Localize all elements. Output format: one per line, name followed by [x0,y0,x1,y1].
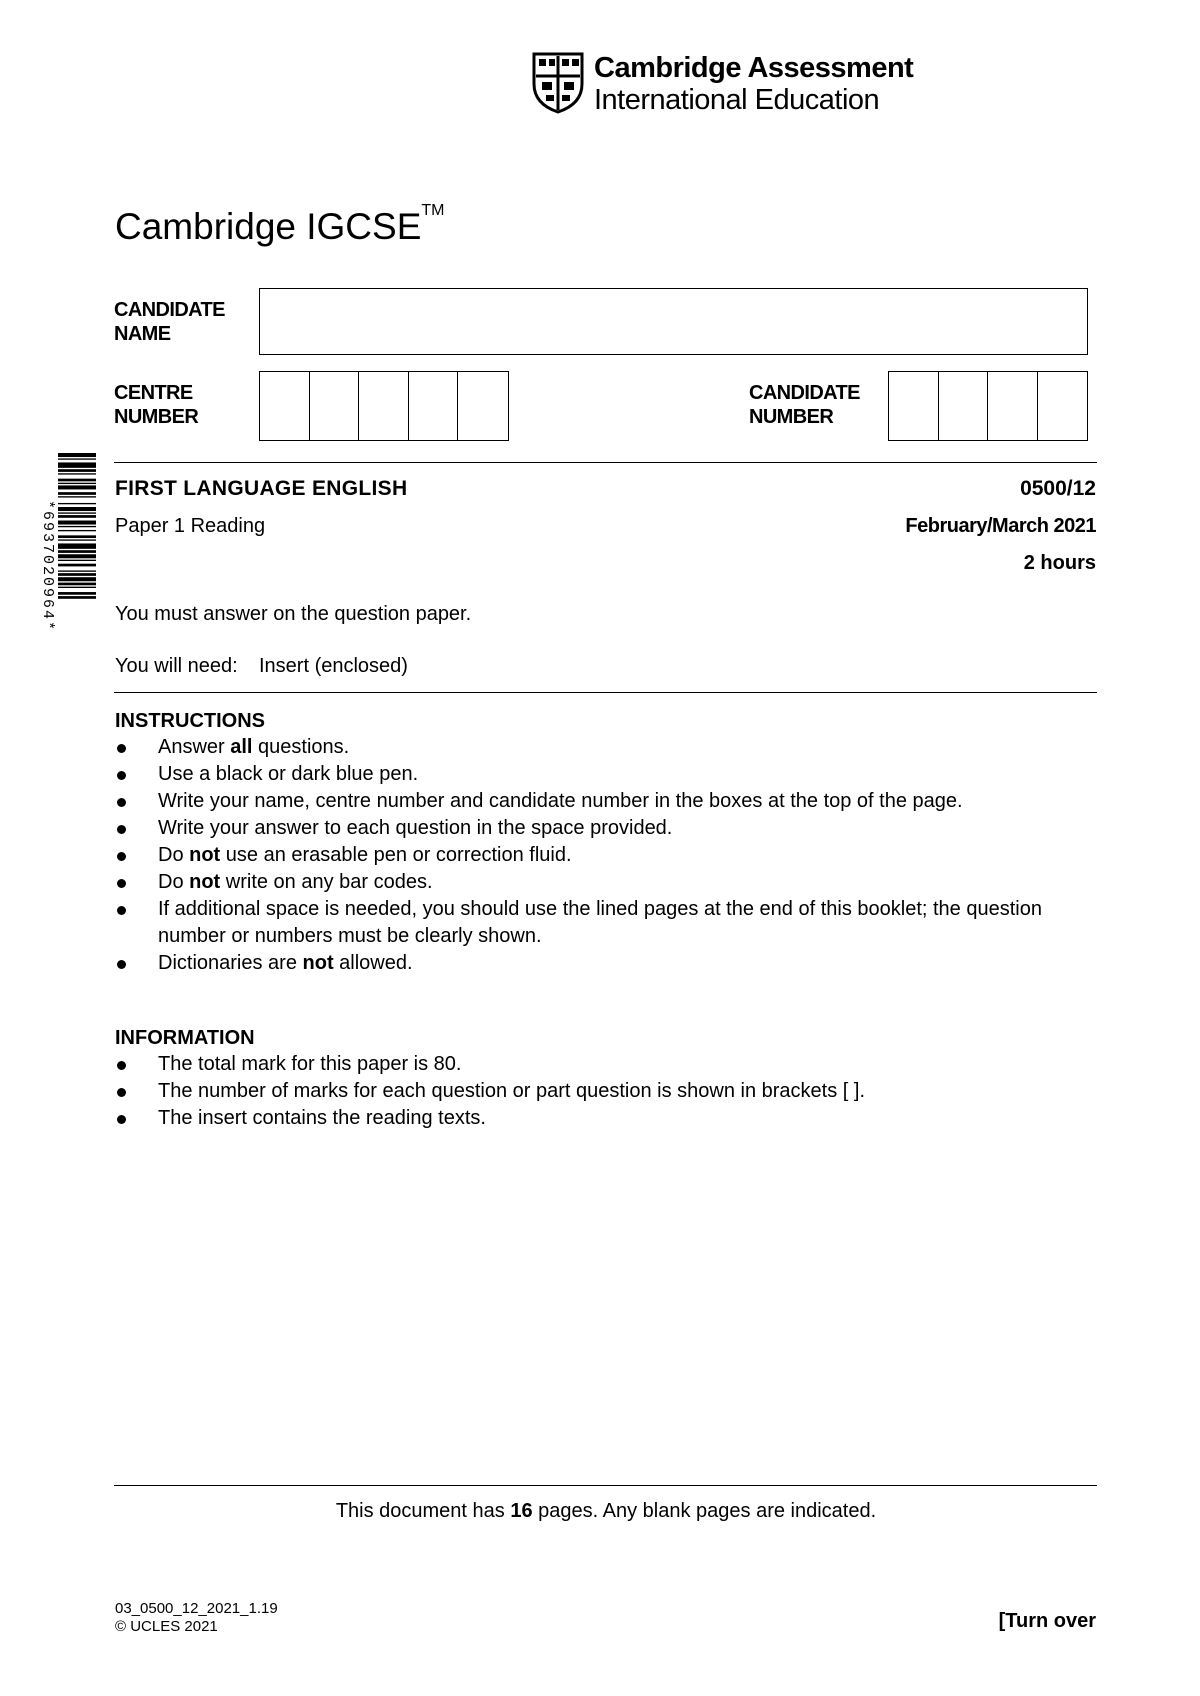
barcode-bar [58,543,96,548]
information-text: The number of marks for each question or part question is shown in brackets [ ]. [158,1080,866,1102]
bullet-icon [117,852,126,861]
instruction-text-post: write on any bar codes. [220,871,433,893]
barcode-bar [58,521,96,525]
bullet-icon [117,1115,126,1124]
information-list [115,1051,1095,1132]
instruction-text-pre: Do [158,844,190,866]
barcode-bar [58,592,96,595]
bullet-icon [117,906,126,915]
bullet-icon [117,825,126,834]
barcode-bar [58,573,96,576]
insert-enclosed: Insert (enclosed) [259,655,408,677]
instruction-item [115,815,1095,842]
centre-number-cell[interactable] [260,372,310,440]
barcode-bar [58,560,96,561]
pages-count: 16 [510,1500,533,1522]
crest-icon [532,52,584,114]
candidate-number-cell[interactable] [1038,372,1088,440]
candidate-number-cell[interactable] [889,372,939,440]
you-will-need-label: You will need: [115,655,238,677]
information-item [115,1078,1095,1105]
barcode-bar [58,512,96,513]
barcode-bar [58,530,96,531]
barcode-bar [58,570,96,571]
copyright: © UCLES 2021 [115,1618,218,1635]
pages-suffix: pages. Any blank pages are indicated. [532,1500,877,1522]
candidate-name-label [114,298,225,346]
logo-line-1: Cambridge Assessment [594,52,914,84]
barcode-number: *6937020964* [39,500,56,633]
exam-duration: 2 hours [1023,552,1096,574]
candidate-number-cell[interactable] [988,372,1038,440]
instruction-text-post: allowed. [333,952,413,974]
barcode-bar [58,458,96,459]
instruction-item [115,896,1095,950]
instruction-text-bold: not [302,952,334,974]
instruction-text-bold: all [230,736,253,758]
barcode-bar [58,596,96,599]
candidate-name-box[interactable] [259,288,1088,355]
bullet-icon [117,744,126,753]
barcode-bar [58,492,96,495]
centre-number-label [114,381,198,429]
instruction-text-bold: not [189,871,221,893]
information-title: INFORMATION [115,1027,255,1049]
barcode-bar [58,526,96,527]
barcode-bar [58,503,96,504]
barcode [58,453,96,687]
barcode-bar [58,550,96,553]
candidate-number-label-line1: CANDIDATE [749,382,860,404]
candidate-name-label-line1: CANDIDATE [114,299,225,321]
barcode-bar [58,554,96,558]
bullet-icon [117,1088,126,1097]
barcode-bar [58,587,96,588]
centre-number-boxes[interactable] [259,371,509,441]
instructions-title: INSTRUCTIONS [115,710,265,732]
logo-line-2: International Education [594,84,880,116]
title-text: Cambridge IGCSE [115,206,422,247]
barcode-bar [58,507,96,511]
barcode-bar [58,583,96,586]
information-text: The insert contains the reading texts. [158,1107,486,1129]
instruction-text-pre: Dictionaries are [158,952,303,974]
barcode-bar [58,496,96,497]
instruction-item [115,761,1095,788]
instruction-item [115,788,1095,815]
centre-number-cell[interactable] [409,372,459,440]
candidate-number-boxes[interactable] [888,371,1088,441]
answer-note: You must answer on the question paper. [115,603,472,625]
barcode-bar [58,473,96,474]
barcode-bar [58,577,96,581]
barcode-bar [58,535,96,538]
bullet-icon [117,879,126,888]
document-reference [115,1600,278,1636]
instruction-text-post: questions. [252,736,350,758]
instruction-text-pre: Use a black or dark blue pen. [158,763,419,785]
bullet-icon [117,771,126,780]
instruction-text-pre: Write your name, centre number and candidate number in the boxes at the top of the page. [158,790,963,812]
divider-bottom [114,1485,1097,1486]
pages-note [0,1500,1200,1523]
centre-number-label-line1: CENTRE [114,382,193,404]
paper-name: Paper 1 Reading [115,515,266,537]
centre-number-cell[interactable] [310,372,360,440]
barcode-bar [58,485,96,489]
information-text: The total mark for this paper is 80. [158,1053,462,1075]
pages-prefix: This document has [335,1500,511,1522]
instruction-text-bold: not [189,844,221,866]
bullet-icon [117,1061,126,1070]
centre-number-cell[interactable] [359,372,409,440]
candidate-number-cell[interactable] [939,372,989,440]
instruction-item [115,869,1095,896]
divider-middle [114,692,1097,693]
barcode-bar [58,462,96,467]
instruction-text-pre: If additional space is needed, you should use the lined pages at the end of this booklet; the question number or numbers must be clearly shown. [158,898,1042,947]
instruction-text-pre: Answer [158,736,231,758]
instruction-text-pre: Do [158,871,190,893]
barcode-bar [58,453,96,457]
barcode-bar [58,479,96,482]
instructions-list [115,734,1095,977]
centre-number-label-line2: NUMBER [114,406,199,428]
instruction-item [115,842,1095,869]
candidate-name-label-line2: NAME [114,323,171,345]
centre-number-cell[interactable] [458,372,508,440]
barcode-bar [58,469,96,472]
reference-code: 03_0500_12_2021_1.19 [115,1600,278,1617]
turn-over: [Turn over [998,1610,1096,1632]
information-item [115,1105,1095,1132]
divider-top [114,462,1097,463]
information-item [115,1051,1095,1078]
barcode-bar [58,483,96,484]
subject-title: FIRST LANGUAGE ENGLISH [115,477,408,500]
barcode-bar [58,564,96,567]
barcode-bar [58,515,96,518]
instruction-text-pre: Write your answer to each question in the space provided. [158,817,673,839]
cambridge-logo [532,52,912,116]
trademark-mark: TM [421,202,445,219]
instruction-item [115,950,1095,977]
exam-session: February/March 2021 [905,515,1096,537]
bullet-icon [117,798,126,807]
bullet-icon [117,960,126,969]
instruction-item [115,734,1095,761]
candidate-number-label [749,381,860,429]
page-title [115,202,445,248]
barcode-bar [58,539,96,540]
candidate-number-label-line2: NUMBER [749,406,834,428]
instruction-text-post: use an erasable pen or correction fluid. [220,844,572,866]
paper-code: 0500/12 [1020,477,1096,500]
